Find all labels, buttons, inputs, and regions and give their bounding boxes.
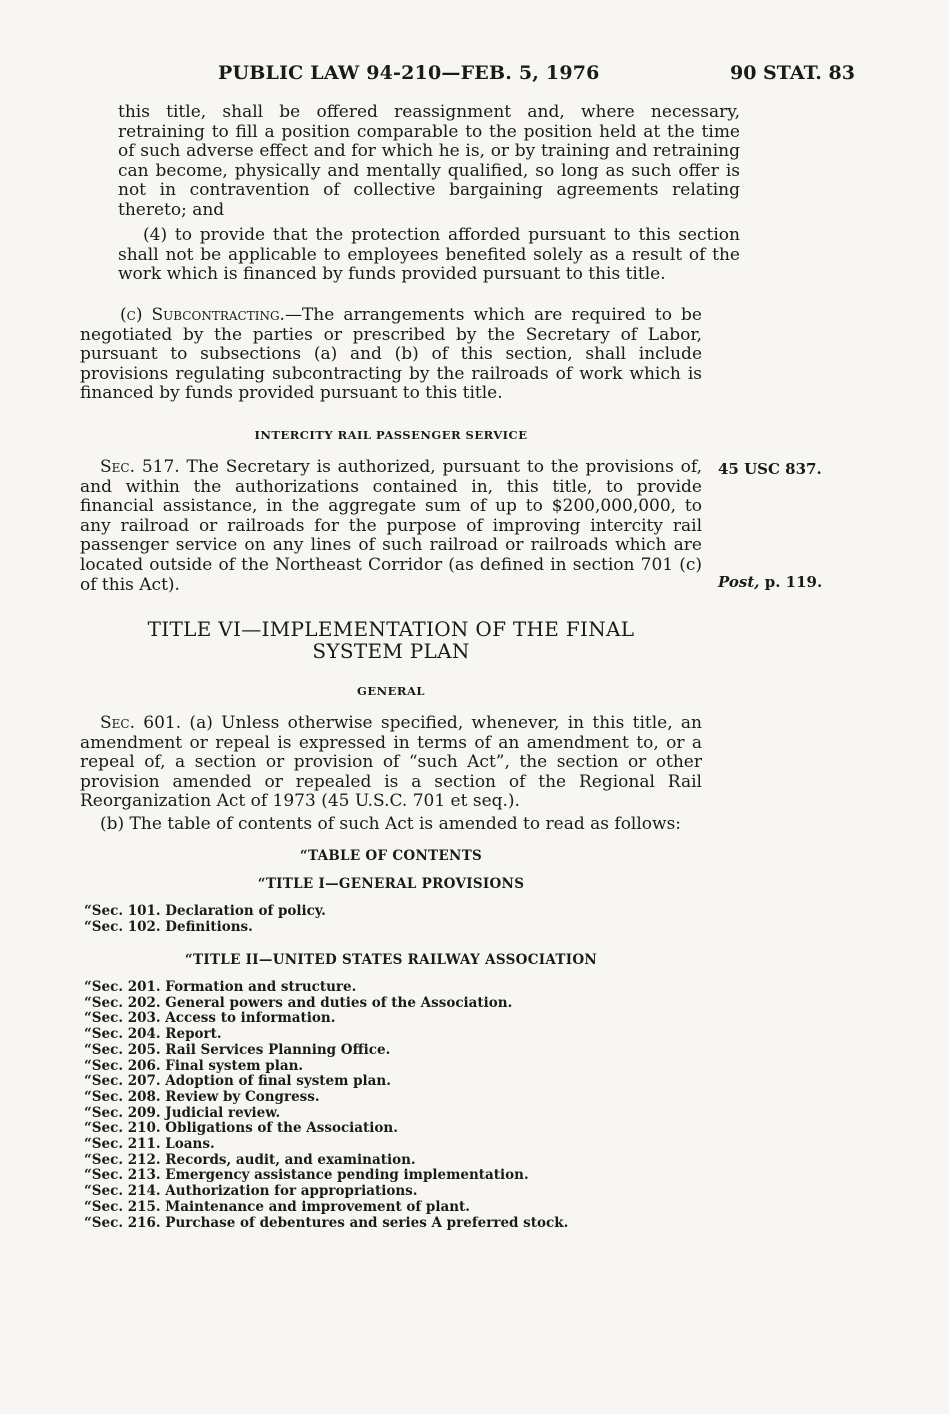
toc-item: “Sec. 208. Review by Congress. (84, 1088, 320, 1105)
page-header-stat: 90 STAT. 83 (730, 62, 855, 84)
intercity-heading: INTERCITY RAIL PASSENGER SERVICE (254, 428, 528, 442)
section-517 (80, 458, 702, 595)
section-601a (80, 714, 702, 812)
toc-item: “Sec. 205. Rail Services Planning Office. (84, 1041, 391, 1058)
subsection-c (80, 306, 702, 404)
toc-item: “Sec. 202. General powers and duties of the Association. (84, 994, 513, 1011)
section-601-label: Sec. 601. (100, 713, 182, 733)
general-heading: GENERAL (357, 684, 425, 698)
toc-title-1: “TITLE I—GENERAL PROVISIONS (257, 876, 525, 892)
toc-item: “Sec. 210. Obligations of the Association. (84, 1120, 398, 1137)
section-517-label: Sec. 517. (100, 457, 180, 477)
margin-note-post (718, 573, 822, 591)
toc-heading: “TABLE OF CONTENTS (299, 848, 483, 864)
toc-item: “Sec. 201. Formation and structure. (84, 979, 357, 995)
margin-note-usc: 45 USC 837. (718, 460, 822, 478)
toc-item: “Sec. 211. Loans. (84, 1136, 215, 1153)
paragraph-4: (4) to provide that the protection afforded pursuant to this section shall not be applicable to employees benefited solely as a result of the work which is financed by funds provided pursuant to this title. (118, 225, 740, 285)
page-header-title: PUBLIC LAW 94-210—FEB. 5, 1976 (218, 62, 600, 84)
toc-item: “Sec. 204. Report. (84, 1026, 222, 1043)
toc-item: “Sec. 212. Records, audit, and examination. (84, 1151, 416, 1168)
toc-item: “Sec. 216. Purchase of debentures and series A preferred stock. (84, 1214, 569, 1231)
margin-note-post-page: p. 119. (759, 573, 823, 591)
toc-item: “Sec. 215. Maintenance and improvement of plant. (84, 1198, 470, 1215)
toc-item: “Sec. 206. Final system plan. (84, 1057, 304, 1074)
toc-title-1-list (84, 904, 326, 935)
toc-item: “Sec. 213. Emergency assistance pending implementation. (84, 1167, 529, 1184)
title-vi-heading (80, 618, 702, 662)
title-vi-line1: TITLE VI—IMPLEMENTATION OF THE FINAL (147, 617, 635, 641)
toc-title-2: “TITLE II—UNITED STATES RAILWAY ASSOCIATION (184, 952, 598, 968)
subsection-c-text: —The arrangements which are required to be negotiated by the parties or prescribed by the Secretary of Labor, pursuant to subsections (a) and (b) of this section, shall include provisions regulating subcontracting by the railroads of work which is financed by funds provided pursuant to this title. (80, 305, 702, 404)
title-vi-line2: SYSTEM PLAN (312, 639, 470, 663)
paragraph-continuation: this title, shall be offered reassignment and, where necessary, retraining to fill a position comparable to the position held at the time of such adverse effect and for which he is, or by training and retraining can become, physically and mentally qualified, so long as such offer is not in contravention of collective bargaining agreements relating thereto; and (118, 102, 740, 220)
subsection-c-label: (c) Subcontracting. (120, 305, 285, 325)
toc-item: “Sec. 101. Declaration of policy. (84, 903, 326, 919)
toc-item: “Sec. 214. Authorization for appropriations. (84, 1183, 418, 1200)
section-601b: (b) The table of contents of such Act is amended to read as follows: (100, 814, 682, 834)
section-517-text: The Secretary is authorized, pursuant to the provisions of, and within the authorizations contained in, this title, to provide financial assistance, in the aggregate sum of up to $200,000,000, to any railroad or railroads for the purpose of improving intercity rail passenger service on any lines of such railroad or railroads which are located outside of the Northeast Corridor (as defined in section 701 (c) of this Act). (80, 457, 702, 595)
section-601-text: (a) Unless otherwise specified, whenever, in this title, an amendment or repeal is expressed in terms of an amendment to, or a repeal of, a section or provision of “such Act”, the section or other provision amended or repealed is a section of the Regional Rail Reorganization Act of 1973 (45 U.S.C. 701 et seq.). (80, 713, 702, 812)
toc-item: “Sec. 203. Access to information. (84, 1010, 336, 1027)
toc-item: “Sec. 209. Judicial review. (84, 1104, 281, 1121)
toc-title-2-list (84, 980, 568, 1231)
toc-item: “Sec. 102. Definitions. (84, 918, 253, 935)
margin-note-post-italic: Post, (718, 573, 760, 591)
toc-item: “Sec. 207. Adoption of final system plan. (84, 1073, 391, 1090)
